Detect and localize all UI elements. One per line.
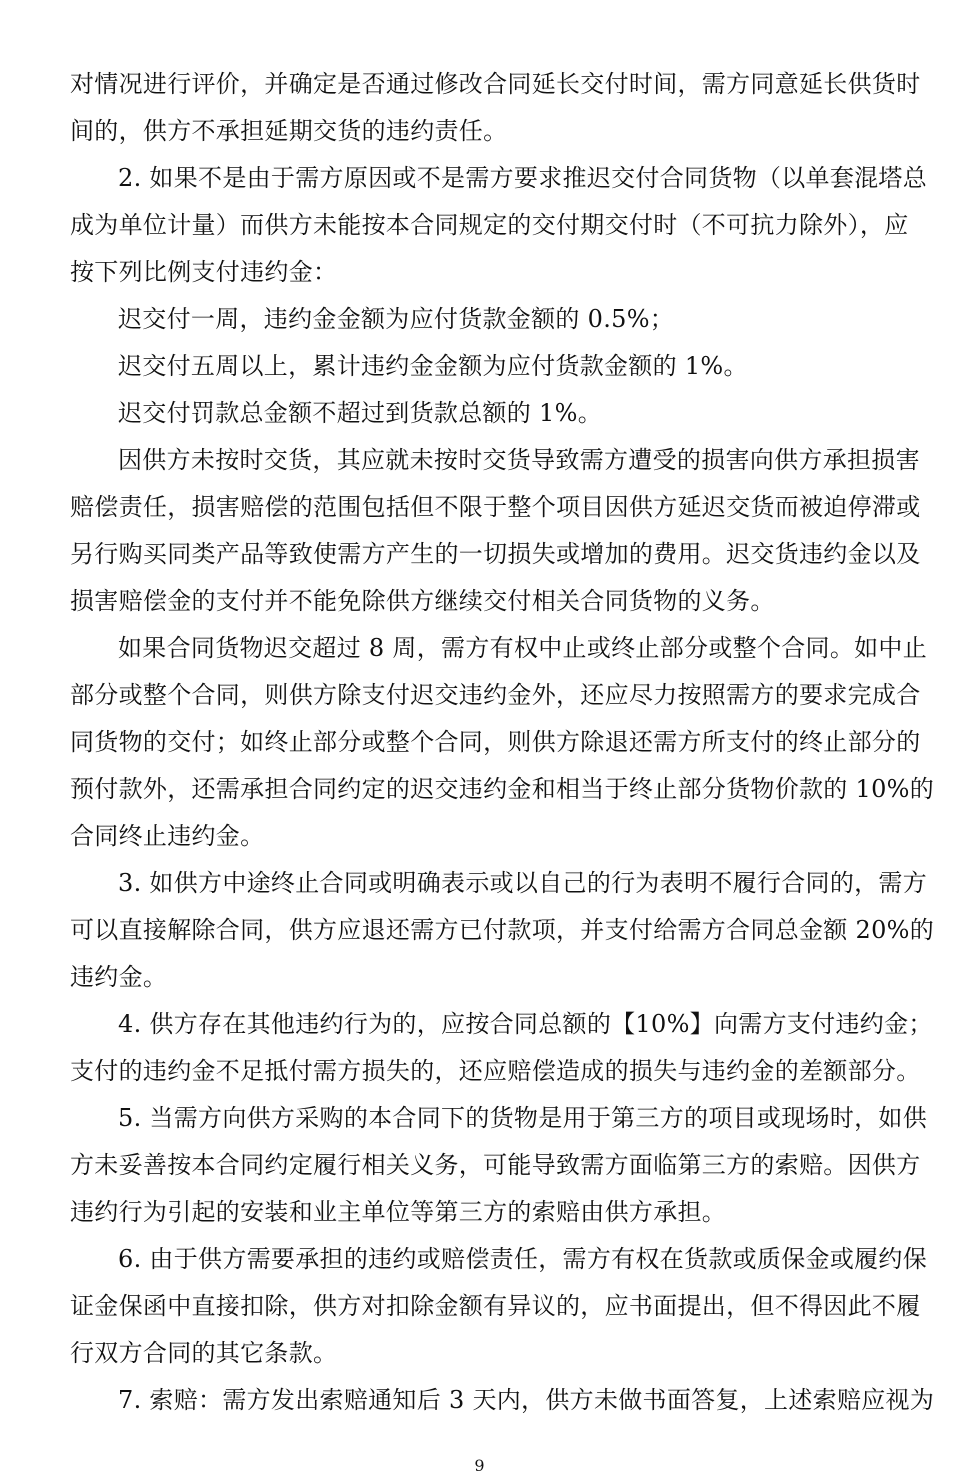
text-line-3: 2. 如果不是由于需方原因或不是需方要求推迟交付合同货物（以单套混塔总 [118,164,928,192]
text-line-10: 赔偿责任，损害赔偿的范围包括但不限于整个项目因供方延迟交货而被迫停滞或 [70,493,921,521]
text-line-11: 另行购买同类产品等致使需方产生的一切损失或增加的费用。迟交货违约金以及 [70,540,921,568]
text-line-20: 违约金。 [70,963,168,991]
text-line-21: 4. 供方存在其他违约行为的，应按合同总额的【10%】向需方支付违约金； [118,1010,933,1038]
text-line-26: 6. 由于供方需要承担的违约或赔偿责任，需方有权在货款或质保金或履约保 [118,1245,928,1273]
text-line-6: 迟交付一周，违约金金额为应付货款金额的 0.5%； [118,305,675,333]
page-number: 9 [474,1456,485,1475]
text-line-1: 对情况进行评价，并确定是否通过修改合同延长交付时间，需方同意延长供货时 [70,70,921,98]
text-line-19: 可以直接解除合同，供方应退还需方已付款项，并支付给需方合同总金额 20%的 [70,916,935,944]
text-line-28: 行双方合同的其它条款。 [70,1339,338,1367]
text-line-23: 5. 当需方向供方采购的本合同下的货物是用于第三方的项目或现场时，如供 [118,1104,928,1132]
text-line-2: 间的，供方不承担延期交货的违约责任。 [70,117,508,145]
text-line-13: 如果合同货物迟交超过 8 周，需方有权中止或终止部分或整个合同。如中止 [118,634,928,662]
text-line-18: 3. 如供方中途终止合同或明确表示或以自己的行为表明不履行合同的，需方 [118,869,928,897]
text-line-5: 按下列比例支付违约金： [70,258,338,286]
text-line-24: 方未妥善按本合同约定履行相关义务，可能导致需方面临第三方的索赔。因供方 [70,1151,921,1179]
text-line-12: 损害赔偿金的支付并不能免除供方继续交付相关合同货物的义务。 [70,587,775,615]
text-line-9: 因供方未按时交货，其应就未按时交货导致需方遭受的损害向供方承担损害 [118,446,920,474]
text-line-15: 同货物的交付；如终止部分或整个合同，则供方除退还需方所支付的终止部分的 [70,728,921,756]
text-line-25: 违约行为引起的安装和业主单位等第三方的索赔由供方承担。 [70,1198,727,1226]
text-line-22: 支付的违约金不足抵付需方损失的，还应赔偿造成的损失与违约金的差额部分。 [70,1057,921,1085]
text-line-17: 合同终止违约金。 [70,822,265,850]
text-line-4: 成为单位计量）而供方未能按本合同规定的交付期交付时（不可抗力除外），应 [70,211,909,239]
text-line-16: 预付款外，还需承担合同约定的迟交违约金和相当于终止部分货物价款的 10%的 [70,775,935,803]
text-line-27: 证金保函中直接扣除，供方对扣除金额有异议的，应书面提出，但不得因此不履 [70,1292,921,1320]
text-line-8: 迟交付罚款总金额不超过到货款总额的 1%。 [118,399,603,427]
text-line-29: 7. 索赔：需方发出索赔通知后 3 天内，供方未做书面答复，上述索赔应视为 [118,1386,935,1414]
text-line-14: 部分或整个合同，则供方除支付迟交违约金外，还应尽力按照需方的要求完成合 [70,681,921,709]
text-line-7: 迟交付五周以上，累计违约金金额为应付货款金额的 1%。 [118,352,748,380]
